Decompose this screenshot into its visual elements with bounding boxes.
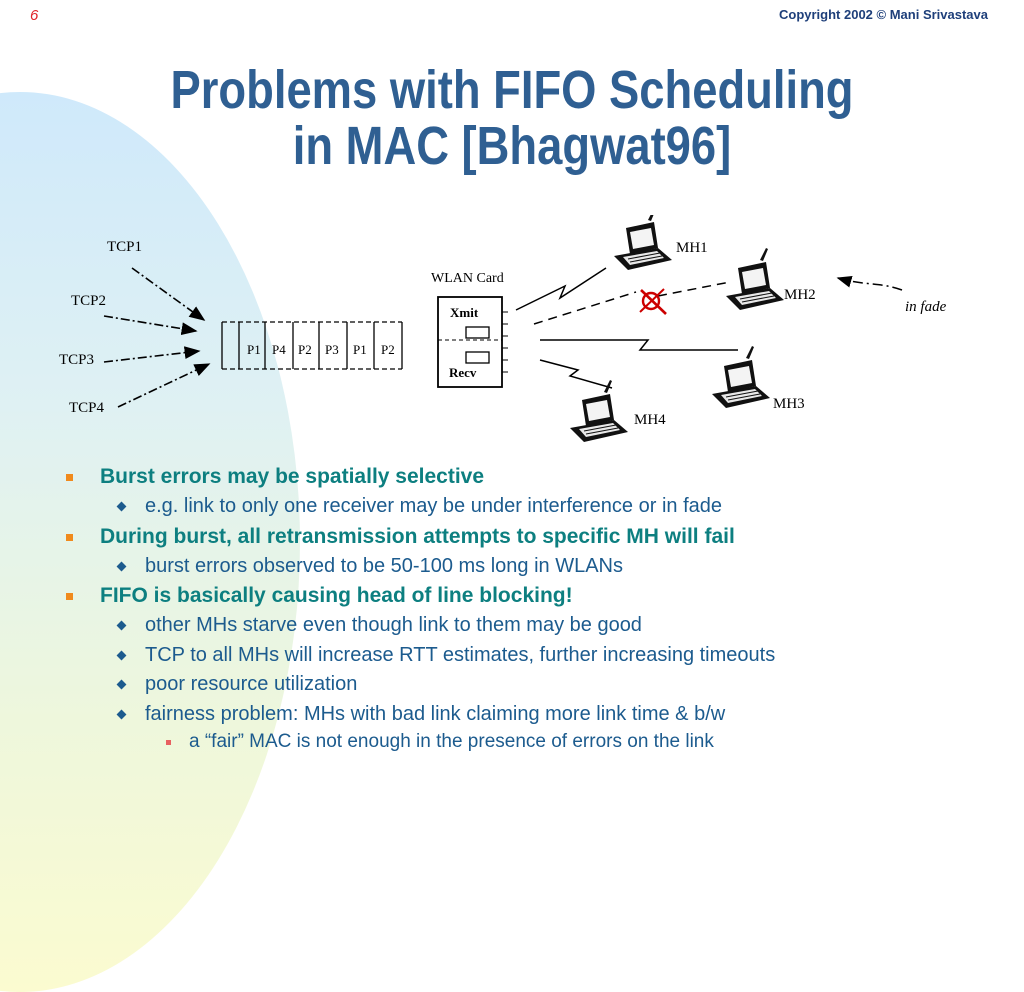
diamond-bullet-icon [117, 680, 127, 690]
fade-label: in fade [905, 299, 947, 315]
queue-packet: P2 [381, 342, 395, 357]
slide-number: 6 [30, 7, 39, 24]
bullet-item [60, 462, 1000, 492]
bullet-text: other MHs starve even though link to them may be good [145, 614, 642, 636]
xmit-label: Xmit [450, 305, 479, 320]
bullet-text: poor resource utilization [145, 673, 358, 695]
slide-title [82, 62, 942, 174]
sub-bullet-item [60, 641, 1000, 671]
bullet-list [60, 462, 1000, 755]
queue-packet: P1 [247, 342, 261, 357]
bullet-text: Burst errors may be spatially selective [100, 465, 485, 488]
wireless-links [516, 268, 738, 388]
tcp1-label: TCP1 [107, 239, 143, 255]
diamond-bullet-icon [117, 709, 127, 719]
fade-arrow [838, 278, 902, 290]
bullet-text: fairness problem: MHs with bad link claiming more link time & b/w [145, 702, 726, 725]
laptop-icon [614, 215, 672, 270]
square-bullet-icon [66, 593, 73, 600]
sub-bullet-item [60, 611, 1000, 641]
bullet-text: burst errors observed to be 50-100 ms long in WLANs [145, 554, 623, 577]
queue-packet: P2 [298, 342, 312, 357]
sub-bullet-item [60, 492, 1000, 522]
tcp3-label: TCP3 [59, 352, 95, 368]
title-line-2: in MAC [Bhagwat96] [292, 116, 732, 176]
mh1-label: MH1 [676, 240, 708, 256]
bullet-text: During burst, all retransmission attempts to specific MH will fail [100, 524, 735, 548]
sub-bullet-item [60, 552, 1000, 582]
tcp4-label: TCP4 [69, 400, 105, 416]
tcp-flow-arrows [104, 268, 209, 407]
diamond-bullet-icon [117, 561, 127, 571]
bullet-item [60, 522, 1000, 552]
mh2-label: MH2 [784, 287, 816, 303]
mh4-label: MH4 [634, 412, 666, 428]
laptop-icon [726, 248, 784, 310]
square-bullet-icon [66, 534, 73, 541]
bullet-text: e.g. link to only one receiver may be under interference or in fade [145, 495, 722, 517]
bullet-text: FIFO is basically causing head of line blocking! [100, 584, 573, 607]
queue-packet: P1 [353, 342, 367, 357]
queue-packet: P4 [272, 342, 286, 357]
copyright-notice: Copyright 2002 © Mani Srivastava [779, 7, 988, 22]
sub-bullet-item [60, 700, 1000, 730]
small-square-bullet-icon [166, 740, 171, 745]
queue-packet: P3 [325, 342, 339, 357]
wlan-card-label: WLAN Card [431, 271, 504, 286]
sub-bullet-item [60, 670, 1000, 700]
sub-sub-bullet-item [60, 729, 1000, 755]
recv-label: Recv [449, 365, 477, 380]
title-line-1: Problems with FIFO Scheduling [170, 60, 854, 120]
tcp2-label: TCP2 [71, 293, 107, 309]
mh3-label: MH3 [773, 396, 805, 412]
blocked-link-icon [640, 289, 666, 314]
square-bullet-icon [66, 474, 73, 481]
bullet-text: TCP to all MHs will increase RTT estimates, further increasing timeouts [145, 643, 776, 666]
laptop-icon [570, 380, 628, 442]
diamond-bullet-icon [117, 650, 127, 660]
bullet-text: a “fair” MAC is not enough in the presence of errors on the link [189, 731, 714, 752]
fifo-mac-diagram [0, 215, 1024, 450]
bullet-item [60, 581, 1000, 611]
laptop-icon [712, 346, 770, 408]
diamond-bullet-icon [117, 621, 127, 631]
diamond-bullet-icon [117, 502, 127, 512]
